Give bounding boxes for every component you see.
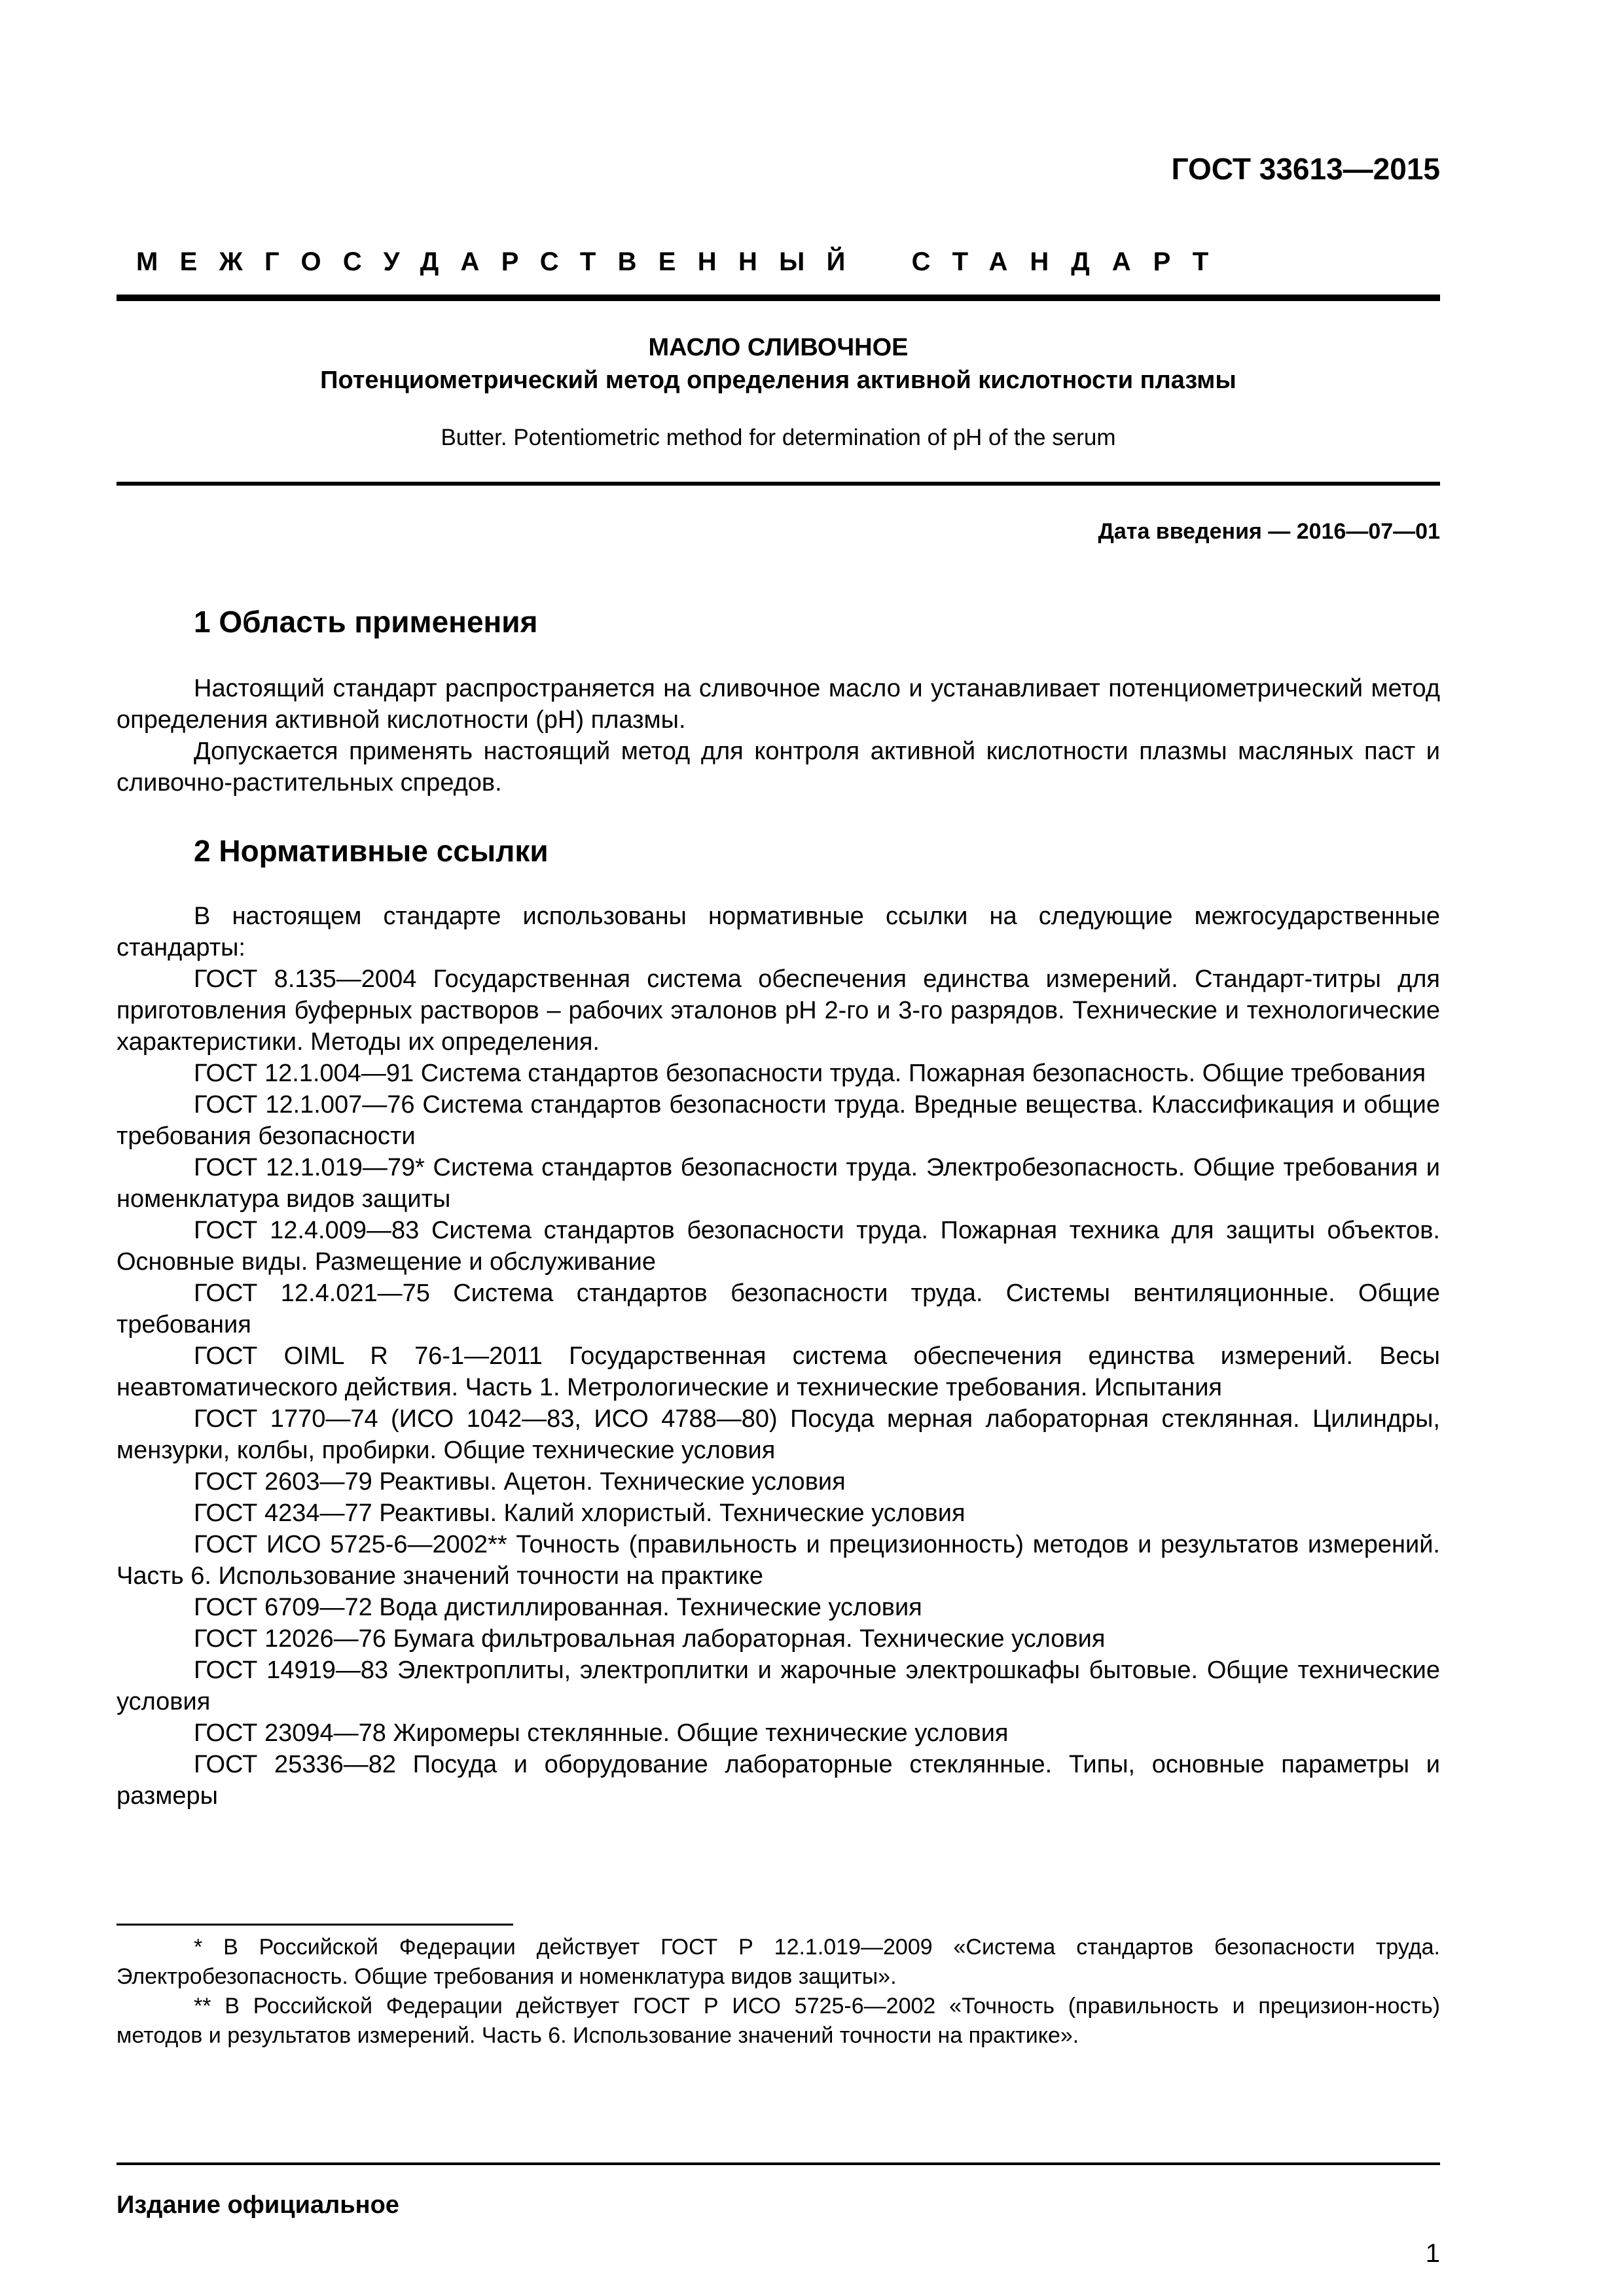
section-1-body (117, 673, 1440, 798)
header-rule-thick (117, 295, 1440, 301)
document-title-english: Butter. Potentiometric method for determination of pH of the serum (441, 425, 1116, 450)
section-1-heading: 1 Область применения (194, 605, 538, 639)
paragraph: Настоящий стандарт распространяется на сливочное масло и устанавливает потенциометрический метод определения активной кислотности (pH) плазмы. (117, 675, 1440, 734)
section-2-heading: 2 Нормативные ссылки (194, 834, 549, 868)
reference-item: ГОСТ 25336—82 Посуда и оборудование лабораторные стеклянные. Типы, основные параметры и размеры (117, 1751, 1440, 1810)
section-2-body (117, 901, 1440, 1812)
reference-item: ГОСТ 2603—79 Реактивы. Ацетон. Технические условия (194, 1468, 846, 1496)
reference-item: ГОСТ OIML R 76-1—2011 Государственная система обеспечения единства измерений. Весы неавтоматического действия. Часть 1. Метрологические и технические требования. Испытания (117, 1342, 1440, 1401)
reference-item: ГОСТ 12.1.007—76 Система стандартов безопасности труда. Вредные вещества. Классификация и общие требования безопасности (117, 1091, 1440, 1150)
document-title: МАСЛО СЛИВОЧНОЕ (648, 334, 909, 361)
reference-item: ГОСТ 6709—72 Вода дистиллированная. Технические условия (194, 1594, 922, 1621)
footnotes (117, 1933, 1440, 2051)
document-code: ГОСТ 33613—2015 (1171, 152, 1440, 186)
document-page (117, 0, 1440, 2296)
reference-item: ГОСТ 12.1.004—91 Система стандартов безопасности труда. Пожарная безопасность. Общие требования (194, 1060, 1426, 1087)
standard-type-word-1: МЕЖГОСУДАРСТВЕННЫЙ (136, 247, 867, 276)
reference-item: ГОСТ 23094—78 Жиромеры стеклянные. Общие технические условия (194, 1719, 1009, 1747)
document-subtitle: Потенциометрический метод определения активной кислотности плазмы (320, 367, 1236, 394)
footnote: * В Российской Федерации действует ГОСТ Р 12.1.019—2009 «Система стандартов безопасности труда. Электробезопасность. Общие требования и номенклатура видов защиты». (117, 1935, 1440, 1989)
official-edition-label: Издание официальное (117, 2191, 399, 2219)
title-rule (117, 482, 1440, 486)
reference-item: ГОСТ 4234—77 Реактивы. Калий хлористый. Технические условия (194, 1499, 965, 1527)
introduction-date: Дата введения — 2016—07—01 (1098, 519, 1440, 544)
footnote: ** В Российской Федерации действует ГОСТ Р ИСО 5725-6—2002 «Точность (правильность и прецизион-ность) методов и результатов измерений. Часть 6. Использование значений точности на практике». (117, 1994, 1440, 2048)
reference-item: ГОСТ 8.135—2004 Государственная система обеспечения единства измерений. Стандарт-титры для приготовления буферных растворов – рабочих эталонов pH 2-го и 3-го разрядов. Технические и технологические характеристики. Методы их определения. (117, 965, 1440, 1056)
reference-item: ГОСТ 12.1.019—79* Система стандартов безопасности труда. Электробезопасность. Общие требования и номенклатура видов защиты (117, 1154, 1440, 1213)
paragraph: Допускается применять настоящий метод для контроля активной кислотности плазмы масляных паст и сливочно-растительных спредов. (117, 738, 1440, 797)
reference-item: ГОСТ 12.4.021—75 Система стандартов безопасности труда. Системы вентиляционные. Общие требования (117, 1280, 1440, 1338)
paragraph: В настоящем стандарте использованы нормативные ссылки на следующие межгосударственные стандарты: (117, 903, 1440, 961)
footer-rule (117, 2162, 1440, 2165)
footnote-separator (117, 1924, 513, 1926)
reference-item: ГОСТ ИСО 5725-6—2002** Точность (правильность и прецизионность) методов и результатов измерений. Часть 6. Использование значений точности на практике (117, 1531, 1440, 1590)
reference-item: ГОСТ 12.4.009—83 Система стандартов безопасности труда. Пожарная техника для защиты объектов. Основные виды. Размещение и обслуживание (117, 1217, 1440, 1276)
reference-item: ГОСТ 12026—76 Бумага фильтровальная лабораторная. Технические условия (194, 1625, 1106, 1653)
standard-type-heading (136, 245, 1440, 278)
reference-item: ГОСТ 1770—74 (ИСО 1042—83, ИСО 4788—80) Посуда мерная лабораторная стеклянная. Цилиндры, мензурки, колбы, пробирки. Общие технические условия (117, 1405, 1440, 1464)
reference-item: ГОСТ 14919—83 Электроплиты, электроплитки и жарочные электрошкафы бытовые. Общие технические условия (117, 1657, 1440, 1715)
page-number: 1 (1425, 2239, 1440, 2268)
standard-type-word-2: СТАНДАРТ (911, 247, 1231, 276)
